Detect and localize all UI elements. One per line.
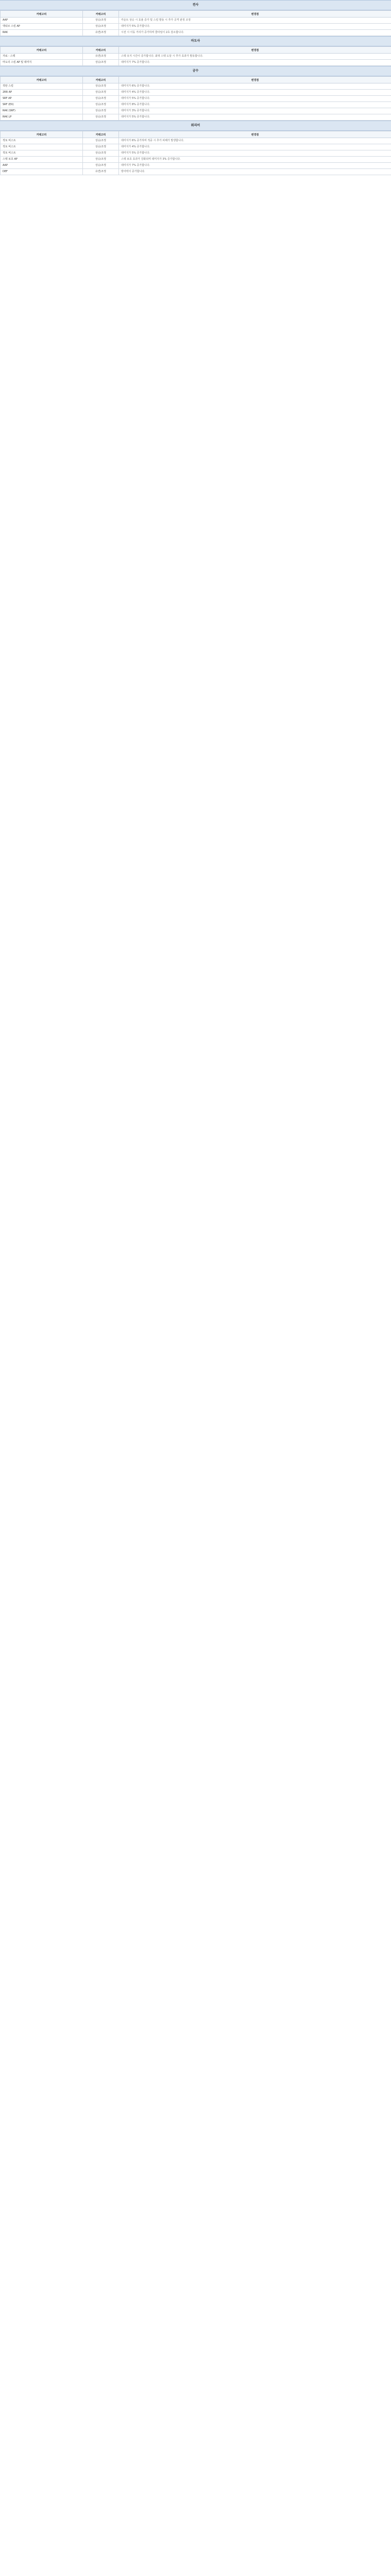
header-change: 변경점 [119, 47, 391, 54]
description-text: 데미지가 5% 증가합니다. [121, 97, 150, 100]
change-description [119, 96, 391, 102]
change-type: 상승/조정 [83, 157, 119, 163]
table-row [1, 138, 391, 144]
skill-name: RAK LP [1, 114, 83, 121]
description-text: 데미지가 3% 증가합니다. [121, 109, 150, 112]
patch-notes-page [0, 0, 391, 175]
section [0, 0, 391, 36]
change-description [119, 30, 391, 36]
section-title: 마도사 [0, 36, 391, 46]
header-item: 카테고리 [1, 131, 83, 138]
description-text: 데미지가 8% 증가합니다. [121, 103, 150, 106]
table-row [1, 150, 391, 157]
section-title: 워리어 [0, 121, 391, 131]
skill-name: 2RR AP [1, 90, 83, 96]
table-row [1, 18, 391, 24]
table-row [1, 157, 391, 163]
table-row [1, 54, 391, 60]
change-description [119, 83, 391, 90]
section [0, 121, 391, 175]
header-item: 카테고리 [1, 47, 83, 54]
description-text: 데미지가 7% 증가합니다. [121, 164, 150, 167]
change-type: 상승/조정 [83, 90, 119, 96]
change-table [0, 131, 391, 175]
table-row [1, 90, 391, 96]
header-row [1, 77, 391, 83]
change-type: 상승/조정 [83, 60, 119, 66]
table-row [1, 96, 391, 102]
section-title: 궁수 [0, 66, 391, 76]
description-text: 시전 시 이동 거리가 증가하며 쿨타임이 2초 감소합니다. [121, 31, 184, 34]
change-description [119, 90, 391, 96]
section [0, 36, 391, 66]
table-row [1, 30, 391, 36]
skill-name: SRF AP [1, 96, 83, 102]
change-table [0, 10, 391, 36]
table-row [1, 144, 391, 150]
skill-name: 적탄 스킬 [1, 83, 83, 90]
change-description [119, 138, 391, 144]
header-change: 변경점 [119, 77, 391, 83]
description-text: 데미지가 7% 증가합니다. [121, 61, 150, 64]
header-change: 변경점 [119, 131, 391, 138]
skill-name: 적토 비스트 [1, 144, 83, 150]
description-text: 카운트 상승 시 효율 증가 및 스킬 발동 시 추가 공격 판정 조정 [121, 19, 191, 22]
description-text: 데미지가 5% 증가합니다. [121, 25, 150, 28]
section [0, 66, 391, 121]
description-text: 데미지가 4% 증가합니다. [121, 145, 150, 148]
change-table [0, 76, 391, 121]
change-type: 상승/조정 [83, 108, 119, 114]
section-title: 전사 [0, 0, 391, 10]
change-type: 상승/조정 [83, 24, 119, 30]
change-description [119, 144, 391, 150]
change-type: 상승/조정 [83, 150, 119, 157]
skill-name: AAP [1, 163, 83, 169]
skill-name: AAP [1, 18, 83, 24]
header-sort: 카테고리 [83, 131, 119, 138]
description-text: 스택 유지 시간이 증가합니다. 최대 스택 도달 시 추가 효과가 발동합니다. [121, 55, 203, 58]
change-type: 유연/조정 [83, 169, 119, 175]
change-type: 유연/조정 [83, 54, 119, 60]
description-text: 데미지가 5% 증가합니다. [121, 115, 150, 118]
header-row [1, 47, 391, 54]
skill-name: 마도의 스킬 AP 및 데미지 [1, 60, 83, 66]
change-description [119, 169, 391, 175]
change-type: 상승/조정 [83, 102, 119, 108]
skill-name: SRF (EX) [1, 102, 83, 108]
table-row [1, 114, 391, 121]
description-text: 스택 보호 효과가 강화되며 데미지가 3% 증가합니다. [121, 158, 181, 161]
change-description [119, 157, 391, 163]
change-type: 상승/조정 [83, 138, 119, 144]
skill-name: 스택 보호 AP [1, 157, 83, 163]
change-type: 유연/조정 [83, 30, 119, 36]
change-type: 상승/조정 [83, 163, 119, 169]
header-row [1, 131, 391, 138]
change-description [119, 114, 391, 121]
table-row [1, 24, 391, 30]
change-description [119, 60, 391, 66]
header-change: 변경점 [119, 11, 391, 18]
table-row [1, 108, 391, 114]
header-sort: 카테고리 [83, 11, 119, 18]
header-sort: 카테고리 [83, 47, 119, 54]
table-row [1, 163, 391, 169]
change-type: 상승/조정 [83, 96, 119, 102]
description-text: 데미지가 6% 증가하며 적중 시 추가 피해가 발생합니다. [121, 139, 184, 142]
change-type: 상승/조정 [83, 114, 119, 121]
change-type: 상승/조정 [83, 18, 119, 24]
table-row [1, 102, 391, 108]
table-row [1, 169, 391, 175]
change-description [119, 102, 391, 108]
table-row [1, 60, 391, 66]
change-description [119, 18, 391, 24]
skill-name: 액티브 스킬 AP [1, 24, 83, 30]
change-description [119, 163, 391, 169]
header-row [1, 11, 391, 18]
skill-name: RAK [1, 30, 83, 36]
skill-name: DEF [1, 169, 83, 175]
change-type: 상승/조정 [83, 144, 119, 150]
header-sort: 카테고리 [83, 77, 119, 83]
table-row [1, 83, 391, 90]
description-text: 데미지가 4% 증가합니다. [121, 91, 150, 94]
description-text: 방어력이 증가합니다. [121, 170, 145, 173]
skill-name: 적토 비스트 [1, 150, 83, 157]
header-item: 카테고리 [1, 77, 83, 83]
change-table [0, 46, 391, 66]
skill-name: 자료 - 스택 [1, 54, 83, 60]
change-description [119, 108, 391, 114]
skill-name: 적토 비스트 [1, 138, 83, 144]
change-description [119, 54, 391, 60]
description-text: 데미지가 5% 증가합니다. [121, 151, 150, 155]
description-text: 데미지가 6% 증가합니다. [121, 84, 150, 88]
skill-name: RAK (SRF) [1, 108, 83, 114]
change-type: 상승/조정 [83, 83, 119, 90]
header-item: 카테고리 [1, 11, 83, 18]
change-description [119, 150, 391, 157]
change-description [119, 24, 391, 30]
